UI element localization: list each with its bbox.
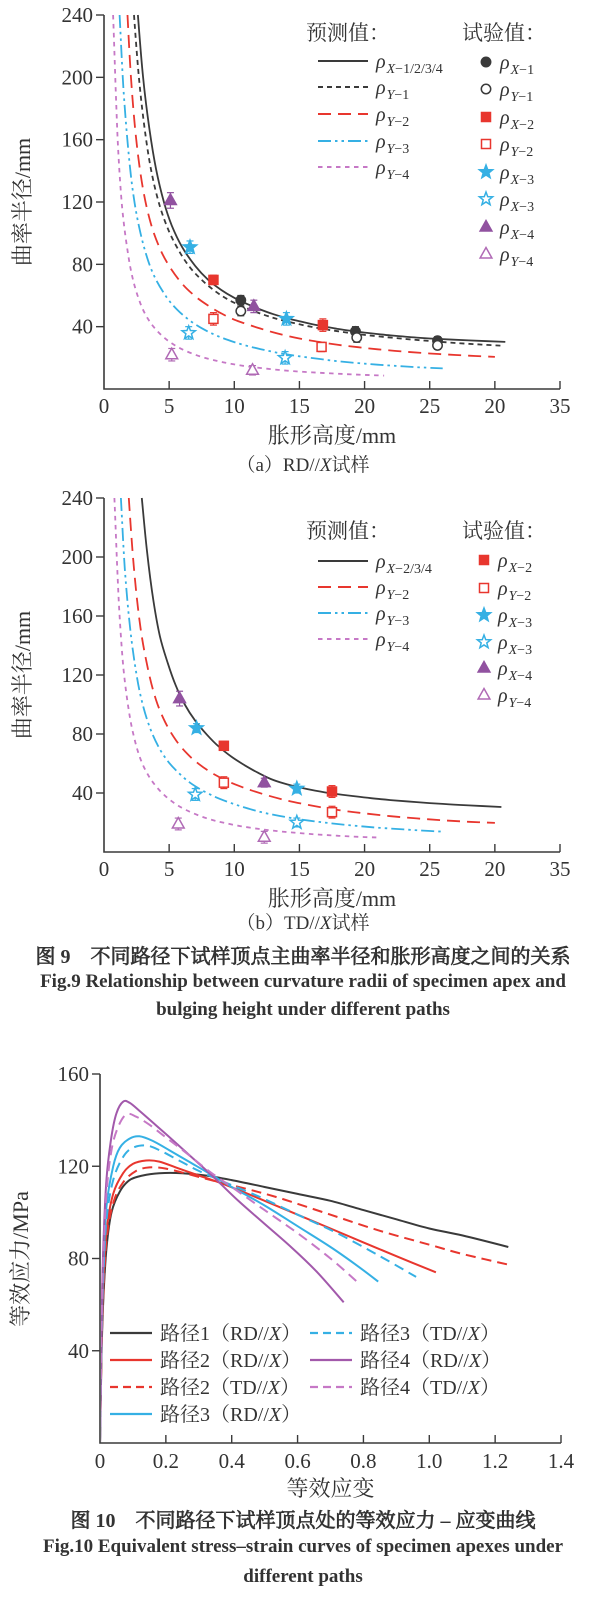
label-tail: ）: [480, 1377, 500, 1399]
x-tick-label: 5: [163, 394, 175, 418]
rho-symbol: ρ: [500, 107, 510, 129]
subscript-letter: X: [510, 118, 520, 133]
subscript-letter: Y: [386, 88, 395, 103]
legend-label-rho_Y-2: [375, 104, 409, 130]
subscript-index: −2: [517, 561, 533, 576]
marker-rho_X-2: [318, 321, 327, 330]
legend-marker-rho_X-3-open: [477, 635, 490, 648]
legend-title-predicted: 预测值：: [306, 519, 390, 543]
legend-label-rho_Y-4: [499, 244, 533, 270]
x-axis-title: 胀形高度/mm: [267, 423, 397, 448]
subscript-letter: X: [386, 562, 396, 577]
legend-title-experimental: 试验值：: [462, 519, 546, 543]
label-head: 路径3（TD//: [360, 1323, 468, 1345]
subscript-letter: X: [510, 200, 520, 215]
subscript-index: −3: [517, 616, 533, 631]
curve-rho_Y-4: [114, 498, 377, 838]
subscript-index: −3: [519, 200, 535, 215]
legend-marker-rho_Y-2: [482, 140, 491, 149]
y-tick-label: 40: [68, 1338, 89, 1363]
x-tick-label: 1.4: [547, 1449, 575, 1473]
rho-symbol: ρ: [376, 577, 386, 599]
legend-label-rho_Y-3: [375, 131, 409, 157]
legend-label-路径4（TD//X）: [360, 1376, 500, 1399]
marker-rho_X-1: [236, 295, 245, 304]
chart-fig9a-curvature-vs-height-rd: [0, 0, 606, 452]
rho-symbol: ρ: [376, 77, 386, 99]
y-tick-label: 240: [61, 3, 93, 27]
marker-rho_Y-4: [247, 364, 259, 375]
rho-symbol: ρ: [500, 79, 510, 101]
marker-rho_Y-2: [219, 778, 228, 787]
legend-label-rho_Y-3: [375, 603, 409, 629]
legend-marker-rho_X-4: [480, 221, 492, 232]
x-tick-label: 0.8: [350, 1449, 377, 1473]
x-tick-label: 25: [419, 857, 441, 881]
subscript-letter: X: [510, 228, 520, 243]
legend-label-rho_Y-1: [499, 79, 533, 105]
marker-rho_X-2: [209, 275, 218, 284]
label-tail: ）: [481, 1350, 502, 1372]
legend-label-路径3（TD//X）: [360, 1322, 500, 1345]
legend-label-rho_Y-4: [375, 629, 409, 655]
x-axis-title: 等效应变: [286, 1476, 375, 1500]
y-axis-title: 曲率半径/mm: [10, 137, 35, 267]
subscript-letter: Y: [508, 696, 517, 711]
rho-symbol: ρ: [376, 131, 386, 153]
curve-路径2（TD//X）: [100, 1167, 512, 1443]
label-tail: ）: [280, 1377, 300, 1399]
legend-label-rho_Y-4: [497, 685, 531, 711]
subscript-index: −4: [519, 228, 535, 243]
subscript-letter: Y: [386, 168, 395, 183]
subscript-letter: X: [508, 561, 518, 576]
legend-marker-rho_X-3: [479, 165, 492, 178]
marker-rho_Y-1: [352, 333, 361, 342]
marker-rho_X-3-open: [189, 787, 202, 800]
y-tick-label: 160: [57, 1062, 89, 1086]
legend-marker-rho_Y-1: [481, 84, 490, 93]
rho-symbol: ρ: [376, 551, 386, 573]
rho-symbol: ρ: [500, 217, 510, 239]
x-tick-label: 20: [484, 857, 506, 881]
legend-label-rho_X-2: [499, 107, 534, 133]
x-tick-label: 35: [549, 394, 571, 418]
marker-rho_X-2: [219, 741, 228, 750]
label-x: X: [268, 1350, 282, 1372]
y-tick-label: 160: [61, 604, 93, 628]
y-tick-label: 120: [61, 663, 93, 687]
y-tick-label: 40: [72, 781, 93, 805]
subscript-index: −1: [518, 90, 534, 105]
legend-label-rho_X-4: [497, 658, 532, 684]
x-tick-label: 1.2: [482, 1449, 509, 1473]
label-x: X: [468, 1350, 482, 1372]
x-tick-label: 0: [94, 1449, 106, 1473]
y-tick-label: 200: [61, 545, 93, 569]
legend-label-rho_X-2: [497, 550, 532, 576]
legend-title-predicted: 预测值：: [306, 21, 390, 45]
rho-symbol: ρ: [376, 51, 386, 73]
marker-rho_X-3-open: [290, 816, 303, 829]
legend-label-rho_Y-2: [375, 577, 409, 603]
subscript-letter: Y: [386, 614, 395, 629]
x-tick-label: 15: [288, 857, 310, 881]
label-head: 路径3（RD//: [160, 1404, 269, 1426]
label-tail: ）: [281, 1404, 302, 1426]
legend-label-rho_X-3: [497, 605, 532, 631]
marker-rho_X-3-open: [278, 351, 291, 364]
rho-symbol: ρ: [498, 685, 508, 707]
legend-title-experimental: 试验值：: [462, 21, 546, 45]
label-tail: ）: [281, 1350, 302, 1372]
x-tick-label: 20: [354, 394, 376, 418]
x-tick-label: 15: [288, 394, 310, 418]
legend-marker-rho_Y-4: [478, 689, 490, 700]
x-tick-label: 0: [98, 857, 110, 881]
subscript-letter: Y: [386, 640, 395, 655]
chart-fig10-stress-strain: [0, 1035, 606, 1500]
subscript-letter: X: [508, 643, 518, 658]
legend-label-rho_X-3-open: [497, 632, 532, 658]
rho-symbol: ρ: [498, 578, 508, 600]
figure10-caption-zh: 图 10 不同路径下试样顶点处的等效应力 – 应变曲线: [70, 1510, 536, 1532]
subscript-index: −3: [519, 173, 535, 188]
marker-rho_Y-2: [328, 808, 337, 817]
x-axis-title: 胀形高度/mm: [267, 886, 397, 910]
subscript-index: −2: [516, 589, 532, 604]
x-tick-label: 1.0: [416, 1449, 443, 1473]
subscript-index: −4: [516, 696, 532, 711]
chart-fig9b-curvature-vs-height-td: [0, 485, 606, 910]
rho-symbol: ρ: [500, 244, 510, 266]
legend-label-路径1（RD//X）: [160, 1322, 301, 1345]
curve-rho_X-2/3/4: [142, 498, 502, 807]
label-head: 路径4（TD//: [360, 1377, 468, 1399]
marker-rho_X-4: [165, 194, 177, 205]
caption-sub-b: （b）TD//X试样: [236, 913, 370, 934]
figure9-caption-en-line2: bulging height under different paths: [156, 999, 450, 1020]
x-tick-label: 0.6: [284, 1449, 311, 1473]
subscript-letter: Y: [510, 145, 519, 160]
legend-label-rho_X-1: [499, 52, 534, 78]
rho-symbol: ρ: [376, 104, 386, 126]
label-x: X: [268, 1323, 282, 1345]
x-tick-label: 0.2: [152, 1449, 179, 1473]
subscript-letter: X: [508, 669, 518, 684]
subscript-index: −4: [394, 168, 410, 183]
legend-label-路径4（RD//X）: [360, 1349, 501, 1372]
figure10-caption-en-line2: different paths: [243, 1566, 363, 1587]
label-head: 路径1（RD//: [160, 1323, 269, 1345]
legend-marker-rho_X-4: [478, 662, 490, 673]
subscript-index: −2: [394, 588, 410, 603]
label-x: X: [268, 1404, 282, 1426]
legend-label-rho_X-3-open: [499, 189, 534, 215]
label-x: X: [267, 1377, 280, 1399]
subscript-letter: Y: [386, 115, 395, 130]
y-tick-label: 200: [61, 65, 93, 90]
y-tick-label: 240: [61, 486, 93, 510]
marker-rho_X-4: [174, 692, 186, 703]
label-head: 路径2（RD//: [160, 1350, 269, 1372]
y-axis-title: 曲率半径/mm: [10, 610, 35, 740]
marker-rho_Y-4: [172, 817, 184, 828]
subscript-letter: Y: [508, 589, 517, 604]
x-tick-label: 10: [223, 857, 245, 881]
subscript-index: −1/2/3/4: [395, 62, 443, 77]
legend-marker-rho_X-3-open: [479, 192, 492, 205]
subscript-index: −4: [517, 669, 533, 684]
marker-rho_Y-4: [166, 348, 178, 359]
subscript-letter: Y: [510, 255, 519, 270]
subscript-index: −3: [517, 643, 533, 658]
legend-marker-rho_Y-4: [480, 248, 492, 259]
subscript-letter: X: [508, 616, 518, 631]
label-tail: ）: [281, 1323, 302, 1345]
curve-rho_Y-4: [113, 15, 384, 376]
y-tick-label: 120: [61, 190, 93, 214]
label-x: X: [467, 1323, 480, 1345]
italic-x: X: [319, 455, 332, 476]
rho-symbol: ρ: [498, 605, 508, 627]
marker-rho_Y-2: [209, 314, 218, 323]
marker-rho_Y-1: [433, 341, 442, 350]
legend-label-rho_Y-2: [499, 134, 533, 160]
y-tick-label: 160: [61, 127, 93, 152]
legend-label-rho_X-1/2/3/4: [375, 51, 443, 77]
legend-marker-rho_X-2: [482, 113, 491, 122]
figure9-caption-en-line1: Fig.9 Relationship between curvature radii of specimen apex and: [40, 971, 566, 992]
x-tick-label: 20: [484, 394, 506, 418]
subscript-letter: X: [386, 62, 396, 77]
legend-label-rho_X-2/3/4: [375, 551, 432, 577]
rho-symbol: ρ: [500, 189, 510, 211]
label-tail: ）: [480, 1323, 500, 1345]
rho-symbol: ρ: [498, 658, 508, 680]
subscript-index: −4: [394, 640, 410, 655]
x-tick-label: 25: [419, 394, 441, 418]
curve-rho_Y-1: [134, 15, 501, 346]
y-tick-label: 80: [72, 252, 93, 277]
x-tick-label: 10: [223, 394, 245, 418]
italic-x: X: [319, 913, 332, 934]
rho-symbol: ρ: [500, 162, 510, 184]
y-tick-label: 40: [72, 314, 93, 339]
x-tick-label: 35: [549, 857, 571, 881]
marker-rho_X-3: [290, 782, 303, 795]
legend-label-路径2（RD//X）: [160, 1349, 301, 1372]
rho-symbol: ρ: [376, 603, 386, 625]
marker-rho_Y-1: [236, 306, 245, 315]
subscript-index: −2/3/4: [395, 562, 432, 577]
legend-label-路径2（TD//X）: [160, 1376, 300, 1399]
x-tick-label: 0: [98, 394, 110, 418]
x-tick-label: 5: [163, 857, 175, 881]
y-tick-label: 120: [57, 1154, 89, 1179]
subscript-letter: Y: [386, 142, 395, 157]
rho-symbol: ρ: [498, 632, 508, 654]
legend-label-rho_X-4: [499, 217, 534, 243]
figure9-caption-zh: 图 9 不同路径下试样顶点主曲率半径和胀形高度之间的关系: [35, 946, 571, 968]
subscript-letter: X: [510, 63, 520, 78]
marker-rho_X-2: [328, 787, 337, 796]
subscript-index: −1: [394, 88, 410, 103]
rho-symbol: ρ: [376, 629, 386, 651]
rho-symbol: ρ: [500, 52, 510, 74]
marker-rho_X-3: [190, 721, 203, 734]
subscript-letter: Y: [510, 90, 519, 105]
rho-symbol: ρ: [500, 134, 510, 156]
marker-rho_Y-2: [317, 342, 326, 351]
figure10-caption-en-line1: Fig.10 Equivalent stress–strain curves of specimen apexes under: [42, 1536, 564, 1557]
y-tick-label: 80: [72, 722, 93, 746]
subscript-index: −3: [394, 614, 410, 629]
label-head: 路径4（RD//: [360, 1350, 469, 1372]
curve-路径2（RD//X）: [100, 1160, 436, 1443]
subscript-index: −4: [518, 255, 534, 270]
label-head: 路径2（TD//: [160, 1377, 268, 1399]
legend-label-rho_Y-1: [375, 77, 409, 103]
curve-rho_X-1/2/3/4: [138, 15, 505, 342]
marker-rho_Y-4: [258, 831, 270, 842]
subscript-letter: Y: [386, 588, 395, 603]
legend-marker-rho_Y-2: [480, 584, 489, 593]
caption-sub-a: （a）RD//X试样: [236, 455, 370, 476]
curves-group: [114, 498, 501, 838]
curve-路径1（RD//X）: [100, 1173, 508, 1443]
marker-rho_X-3-open: [182, 326, 195, 339]
y-tick-label: 80: [68, 1246, 89, 1271]
legend-label-rho_Y-4: [375, 157, 409, 183]
legend-label-rho_Y-2: [497, 578, 531, 604]
y-axis-title: 等效应力/MPa: [8, 1191, 33, 1327]
legend-label-路径3（RD//X）: [160, 1403, 301, 1426]
legend-marker-rho_X-3: [477, 608, 490, 621]
legend-marker-rho_X-1: [481, 57, 490, 66]
label-x: X: [467, 1377, 480, 1399]
subscript-index: −2: [519, 118, 535, 133]
subscript-index: −2: [394, 115, 410, 130]
subscript-index: −3: [394, 142, 410, 157]
rho-symbol: ρ: [376, 157, 386, 179]
curve-rho_Y-2: [129, 498, 495, 823]
x-tick-label: 20: [354, 857, 376, 881]
subscript-letter: X: [510, 173, 520, 188]
legend-label-rho_X-3: [499, 162, 534, 188]
rho-symbol: ρ: [498, 550, 508, 572]
subscript-index: −2: [518, 145, 534, 160]
legend-marker-rho_X-2: [480, 556, 489, 565]
subscript-index: −1: [519, 63, 535, 78]
x-tick-label: 0.4: [218, 1449, 245, 1473]
